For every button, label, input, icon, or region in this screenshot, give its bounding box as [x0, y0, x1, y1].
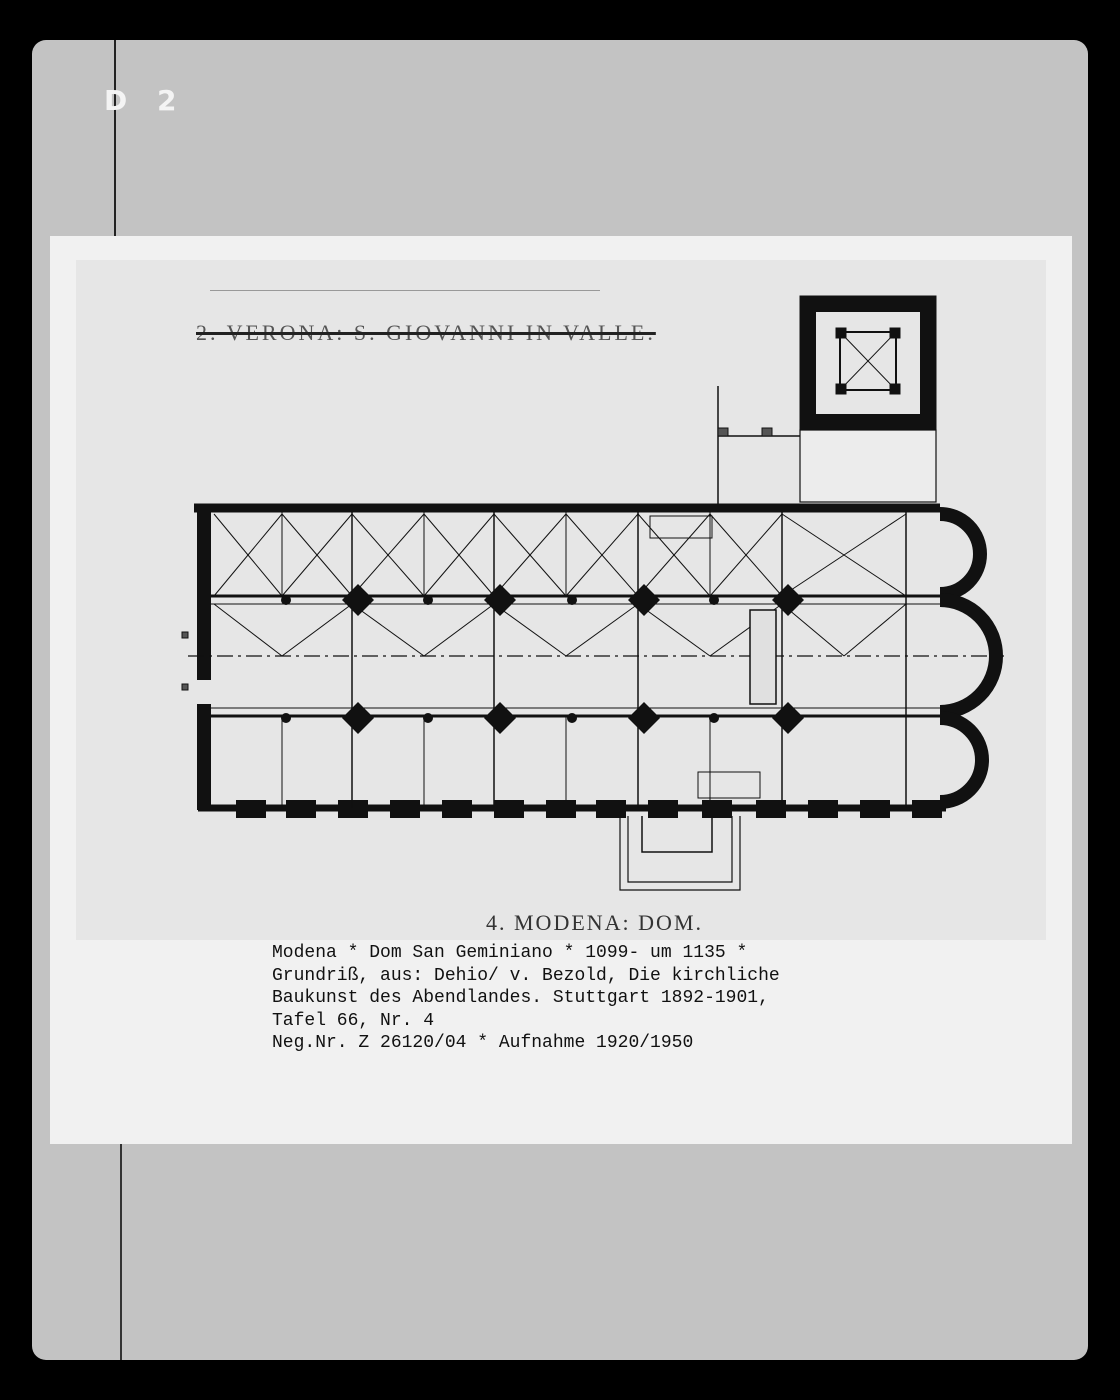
- floor-plan-photo: [76, 260, 1046, 940]
- caption-line: Baukunst des Abendlandes. Stuttgart 1892-1901,: [272, 988, 769, 1008]
- caption-line: Modena * Dom San Geminiano * 1099- um 1135 *: [272, 943, 748, 963]
- south-porch: [642, 816, 712, 852]
- south-porch: [628, 816, 732, 882]
- caption-line: Neg.Nr. Z 26120/04 * Aufnahme 1920/1950: [272, 1033, 694, 1053]
- frame-line: [114, 40, 116, 238]
- frame-line: [120, 1144, 122, 1360]
- floor-plan: [76, 260, 1046, 940]
- tower-pier: [836, 328, 846, 338]
- apse-north: [940, 514, 980, 594]
- tower-pier: [890, 384, 900, 394]
- stair-south: [698, 772, 760, 798]
- boundary-post: [718, 428, 728, 436]
- tower-pier: [836, 384, 846, 394]
- caption-line: Tafel 66, Nr. 4: [272, 1010, 435, 1031]
- catalog-card: [50, 236, 1072, 1144]
- south-porch: [620, 816, 740, 890]
- west-portal: [182, 632, 188, 638]
- stair-north: [650, 516, 712, 538]
- boundary-post: [762, 428, 772, 436]
- shelf-code: D 2: [104, 84, 187, 117]
- caption-line: Grundriß, aus: Dehio/ v. Bezold, Die kirchliche: [272, 965, 780, 986]
- stair-block: [750, 610, 776, 704]
- tower-pier: [890, 328, 900, 338]
- catalog-caption: [272, 942, 780, 1055]
- tower-interior: [816, 312, 920, 414]
- tower-passage: [800, 430, 936, 502]
- slide-frame: [32, 40, 1088, 1360]
- struck-title: 2. VERONA: S. GIOVANNI IN VALLE.: [196, 320, 656, 345]
- plate-caption: 4. MODENA: DOM.: [486, 910, 703, 935]
- west-portal: [182, 684, 188, 690]
- apse-south: [940, 718, 982, 802]
